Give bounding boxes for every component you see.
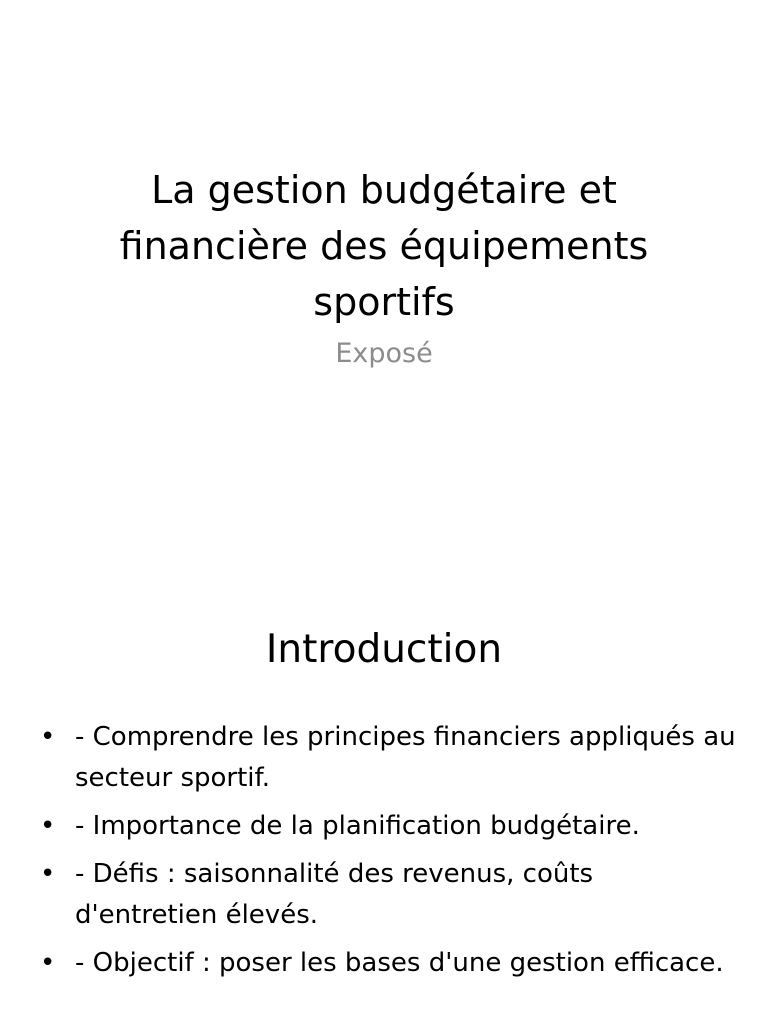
bullet-dot-icon: •	[40, 722, 56, 752]
bullet-text: - Défis : saisonnalité des revenus, coûts d'entretien élevés.	[75, 859, 594, 930]
introduction-bullet-list	[38, 717, 738, 991]
bullet-text: - Objectif : poser les bases d'une gestion efficace.	[75, 948, 724, 978]
bullet-dot-icon: •	[40, 859, 56, 889]
bullet-item	[38, 717, 738, 799]
bullet-item	[38, 943, 738, 984]
bullet-dot-icon: •	[40, 948, 56, 978]
slide-subtitle: Exposé	[335, 338, 433, 369]
slide-title: La gestion budgétaire et financière des équipements sportifs	[119, 168, 649, 324]
bullet-text: - Importance de la planification budgétaire.	[75, 811, 640, 841]
bullet-dot-icon: •	[40, 811, 56, 841]
bullet-item	[38, 806, 738, 847]
introduction-heading: Introduction	[265, 627, 503, 672]
bullet-text: - Comprendre les principes financiers appliqués au secteur sportif.	[75, 722, 736, 793]
bullet-item	[38, 854, 738, 936]
